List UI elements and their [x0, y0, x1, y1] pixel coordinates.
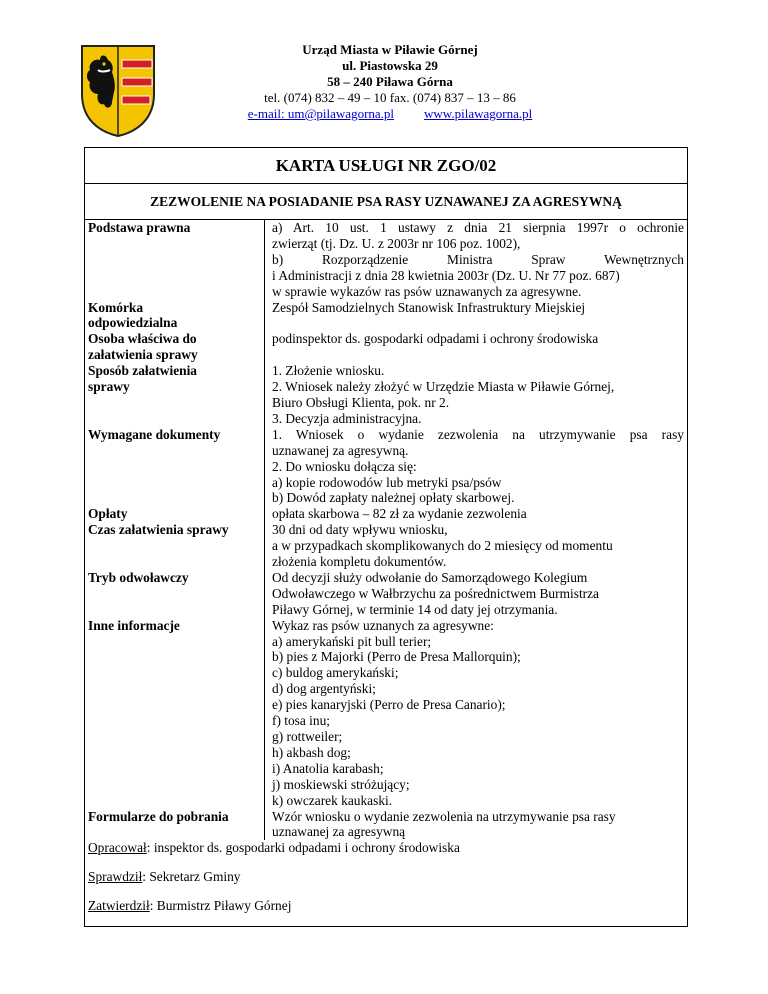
row-label: [85, 331, 265, 363]
prepared-label: Opracował: [88, 840, 147, 856]
row-value-line: Biuro Obsługi Klienta, pok. nr 2.: [272, 394, 450, 410]
checked-by: [88, 869, 684, 885]
row-value: [265, 363, 688, 427]
row-value-line: 30 dni od daty wpływu wniosku,: [272, 522, 448, 538]
row-value-line: a) amerykański pit bull terier;: [272, 633, 432, 649]
office-street: ul. Piastowska 29: [342, 58, 438, 73]
info-row: [85, 506, 687, 522]
info-row: [85, 331, 687, 363]
row-value-line: Odwoławczego w Wałbrzychu za pośrednictwem Burmistrza: [272, 585, 600, 601]
row-label: [85, 300, 265, 332]
row-value-line: k) owczarek kaukaski.: [272, 792, 393, 808]
info-table: [85, 220, 687, 840]
row-value-line: złożenia kompletu dokumentów.: [272, 554, 447, 570]
row-value-line: a w przypadkach skomplikowanych do 2 miesięcy od momentu: [272, 538, 613, 554]
approved-value: : Burmistrz Piławy Górnej: [149, 898, 292, 914]
row-label-line: Komórka: [88, 299, 144, 315]
approved-label: Zatwierdził: [88, 898, 150, 914]
row-label-line: Tryb odwoławczy: [88, 569, 189, 585]
row-value-line: a) kopie rodowodów lub metryki psa/psów: [272, 474, 502, 490]
row-value: [265, 427, 688, 507]
row-value-line: i) Anatolia karabash;: [272, 760, 384, 776]
row-value-line: 2. Do wniosku dołącza się:: [272, 458, 417, 474]
row-value-line: Wzór wniosku o wydanie zezwolenia na utrzymywanie psa rasy: [272, 808, 616, 824]
row-value-line: zwierząt (tj. Dz. U. z 2003r nr 106 poz. 1002),: [272, 235, 521, 251]
row-value-line: Od decyzji służy odwołanie do Samorządowego Kolegium: [272, 569, 588, 585]
card-title: KARTA USŁUGI NR ZGO/02: [85, 148, 687, 184]
row-value-line: 2. Wniosek należy złożyć w Urzędzie Miasta w Piławie Górnej,: [272, 379, 615, 395]
row-value-line: 1. Złożenie wniosku.: [272, 363, 385, 379]
row-value-line: d) dog argentyński;: [272, 681, 376, 697]
row-value-line: uznawanej za agresywną: [272, 824, 406, 840]
row-label-line: sprawy: [88, 379, 130, 395]
row-label-line: Opłaty: [88, 506, 128, 522]
office-name: Urząd Miasta w Piławie Górnej: [302, 42, 478, 57]
website-link[interactable]: www.pilawagorna.pl: [424, 106, 533, 121]
row-value-line: w sprawie wykazów ras psów uznawanych za agresywne.: [272, 283, 582, 299]
prepared-by: [88, 840, 684, 856]
row-value: [265, 506, 688, 522]
row-label: [85, 570, 265, 618]
row-value-line: Piławy Górnej, w terminie 14 od daty jej otrzymania.: [272, 601, 558, 617]
info-row: [85, 427, 687, 507]
row-label: [85, 220, 265, 300]
row-value-line: f) tosa inu;: [272, 713, 331, 729]
row-label-line: odpowiedzialna: [88, 315, 178, 331]
row-value-line: b) Rozporządzenie Ministra Spraw Wewnętrznych: [272, 251, 684, 267]
row-label: [85, 809, 265, 841]
row-value-line: Wykaz ras psów uznanych za agresywne:: [272, 617, 494, 633]
row-value: [265, 300, 688, 332]
office-postal: 58 – 240 Piława Górna: [327, 74, 453, 89]
email-link[interactable]: e-mail: um@pilawagorna.pl: [247, 106, 395, 121]
row-value-line: b) pies z Majorki (Perro de Presa Mallorquin);: [272, 649, 521, 665]
row-value-line: podinspektor ds. gospodarki odpadami i ochrony środowiska: [272, 331, 599, 347]
info-row: [85, 363, 687, 427]
row-value-line: Zespół Samodzielnych Stanowisk Infrastruktury Miejskiej: [272, 299, 586, 315]
row-value-line: a) Art. 10 ust. 1 ustawy z dnia 21 sierpnia 1997r o ochronie: [272, 220, 684, 235]
row-label-line: Czas załatwienia sprawy: [88, 522, 229, 538]
checked-label: Sprawdził: [88, 869, 143, 885]
row-value-line: i Administracji z dnia 28 kwietnia 2003r (Dz. U. Nr 77 poz. 687): [272, 267, 620, 283]
row-value: [265, 618, 688, 809]
checked-value: : Sekretarz Gminy: [142, 869, 241, 885]
row-value: [265, 331, 688, 363]
office-header: [160, 42, 620, 122]
row-label-line: Wymagane dokumenty: [88, 426, 221, 442]
row-label: [85, 618, 265, 809]
row-label-line: Podstawa prawna: [88, 220, 191, 235]
row-value: [265, 570, 688, 618]
row-value-line: j) moskiewski stróżujący;: [272, 776, 410, 792]
info-row: [85, 300, 687, 332]
prepared-value: : inspektor ds. gospodarki odpadami i ochrony środowiska: [146, 840, 460, 856]
row-value-line: uznawanej za agresywną.: [272, 442, 409, 458]
service-card: [84, 147, 688, 927]
row-label-line: załatwienia sprawy: [88, 347, 198, 363]
info-row: [85, 570, 687, 618]
row-value-line: b) Dowód zapłaty należnej opłaty skarbowej.: [272, 490, 515, 506]
row-value-line: c) buldog amerykański;: [272, 665, 399, 681]
card-subtitle: ZEZWOLENIE NA POSIADANIE PSA RASY UZNAWANEJ ZA AGRESYWNĄ: [85, 184, 687, 220]
row-label: [85, 427, 265, 507]
row-label-line: Formularze do pobrania: [88, 808, 229, 824]
row-value-line: e) pies kanaryjski (Perro de Presa Canario);: [272, 697, 506, 713]
row-label: [85, 506, 265, 522]
row-value-line: 3. Decyzja administracyjna.: [272, 410, 422, 426]
card-footer: [85, 840, 687, 926]
row-label-line: Inne informacje: [88, 617, 180, 633]
row-value-line: opłata skarbowa – 82 zł za wydanie zezwolenia: [272, 506, 527, 522]
row-value: [265, 220, 688, 300]
row-label: [85, 522, 265, 570]
row-value: [265, 522, 688, 570]
row-value-line: 1. Wniosek o wydanie zezwolenia na utrzymywanie psa rasy: [272, 426, 684, 442]
row-label-line: Sposób załatwienia: [88, 363, 198, 379]
row-value: [265, 809, 688, 841]
row-label: [85, 363, 265, 427]
coat-of-arms-logo: [78, 42, 158, 138]
info-row: [85, 522, 687, 570]
row-label-line: Osoba właściwa do: [88, 331, 197, 347]
info-row: [85, 618, 687, 809]
info-row: [85, 220, 687, 300]
office-phone: tel. (074) 832 – 49 – 10 fax. (074) 837 – 13 – 86: [264, 90, 516, 105]
approved-by: [88, 898, 684, 914]
row-value-line: g) rottweiler;: [272, 729, 343, 744]
row-value-line: h) akbash dog;: [272, 744, 351, 760]
info-row: [85, 809, 687, 841]
